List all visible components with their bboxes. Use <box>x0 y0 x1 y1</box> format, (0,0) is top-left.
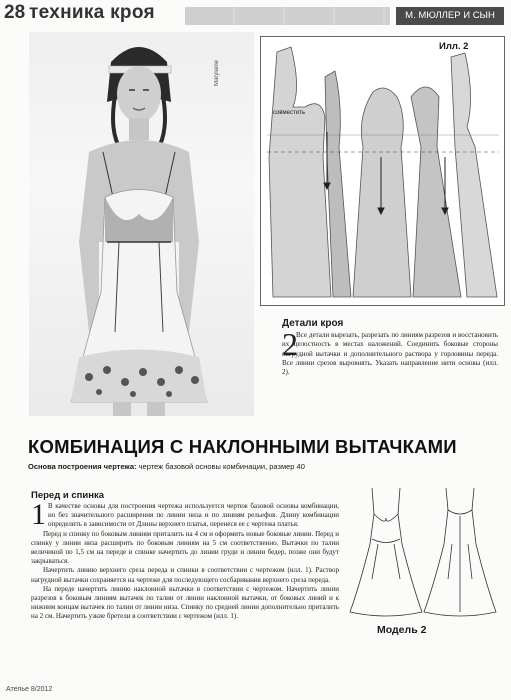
details-text <box>282 331 498 377</box>
illustration-label: Илл. 2 <box>439 41 469 52</box>
model-label: Модель 2 <box>377 624 427 636</box>
page-footer: Ателье 8/2012 <box>6 686 53 693</box>
paragraph: Перед и спинку по боковым линиям приталить на 4 см и оформить новые боковые линии. Перед и спинку у линии низа расширить по боковым линиям на 5 см соответственно. Вытачки по талии величиной по 1,5 см на переде и спинке начертить до линии груди и линии бедер, позже они будут закрываться. <box>31 529 339 566</box>
article-headline: КОМБИНАЦИЯ С НАКЛОННЫМИ ВЫТАЧКАМИ <box>28 436 457 457</box>
page-number: 28 <box>4 2 26 23</box>
paragraph: Начертить линию верхнего среза переда и спинки в соответствии с чертежом (илл. 1). Раствор нагрудной вытачки сохраняется на чертеже для последующего сосбаривания верхнего среза переда. <box>31 566 339 584</box>
pattern-illustration <box>260 36 505 306</box>
annotation-label: совместить <box>273 110 305 116</box>
article-body <box>31 498 339 622</box>
details-paragraph: Все детали вырезать, разрезать по линиям разрезов и восстановить их целостность в местах наложений. Соединить боковые стороны нагрудной вытачки и дополнительного раствора у горловины переда. Все линии срезов выровнять. Указать направление нити основы (илл. 2). <box>282 331 498 377</box>
paragraph: 1 В качестве основы для построения чертежа используется чертеж базовой основы комбинации, но без значительного расширения по линии низа и по линиям рельефов. Длину комбинации определить в зависимости от Длины верхнего платья, перенеся ее с чертежа платья. <box>31 498 339 531</box>
pattern-drawing <box>261 37 504 305</box>
article-subtitle <box>28 462 498 471</box>
model-photo <box>29 32 254 416</box>
model-figure <box>29 32 254 416</box>
paragraph: На переде начертить линию наклонной вытачки в соответствии с чертежом. Начертить линии разрезов к боковым линиям вытачек по талии от линии наклонной вытачки, от боковых линий и к нижним концам вытачек по талии от линии низа. Спинку по средней линии дополнительно приталить на 2 см. Начертить узкие бретели в соответствии с чертежом (илл. 1). <box>31 584 339 621</box>
section-heading: Перед и спинка <box>31 490 104 501</box>
body-dropcap: 1 <box>31 498 46 531</box>
details-number: 2 <box>282 326 298 362</box>
photo-credit: Marylaine <box>214 60 220 87</box>
brand-badge: М. МЮЛЛЕР И СЫН <box>396 7 504 25</box>
header-stripe <box>185 7 390 25</box>
subtitle-label: Основа построения чертежа: <box>28 462 137 471</box>
subtitle-text: чертеж базовой основы комбинации, размер 40 <box>138 462 305 471</box>
details-title: Детали кроя <box>282 318 344 329</box>
section-title: техника кроя <box>29 2 155 23</box>
